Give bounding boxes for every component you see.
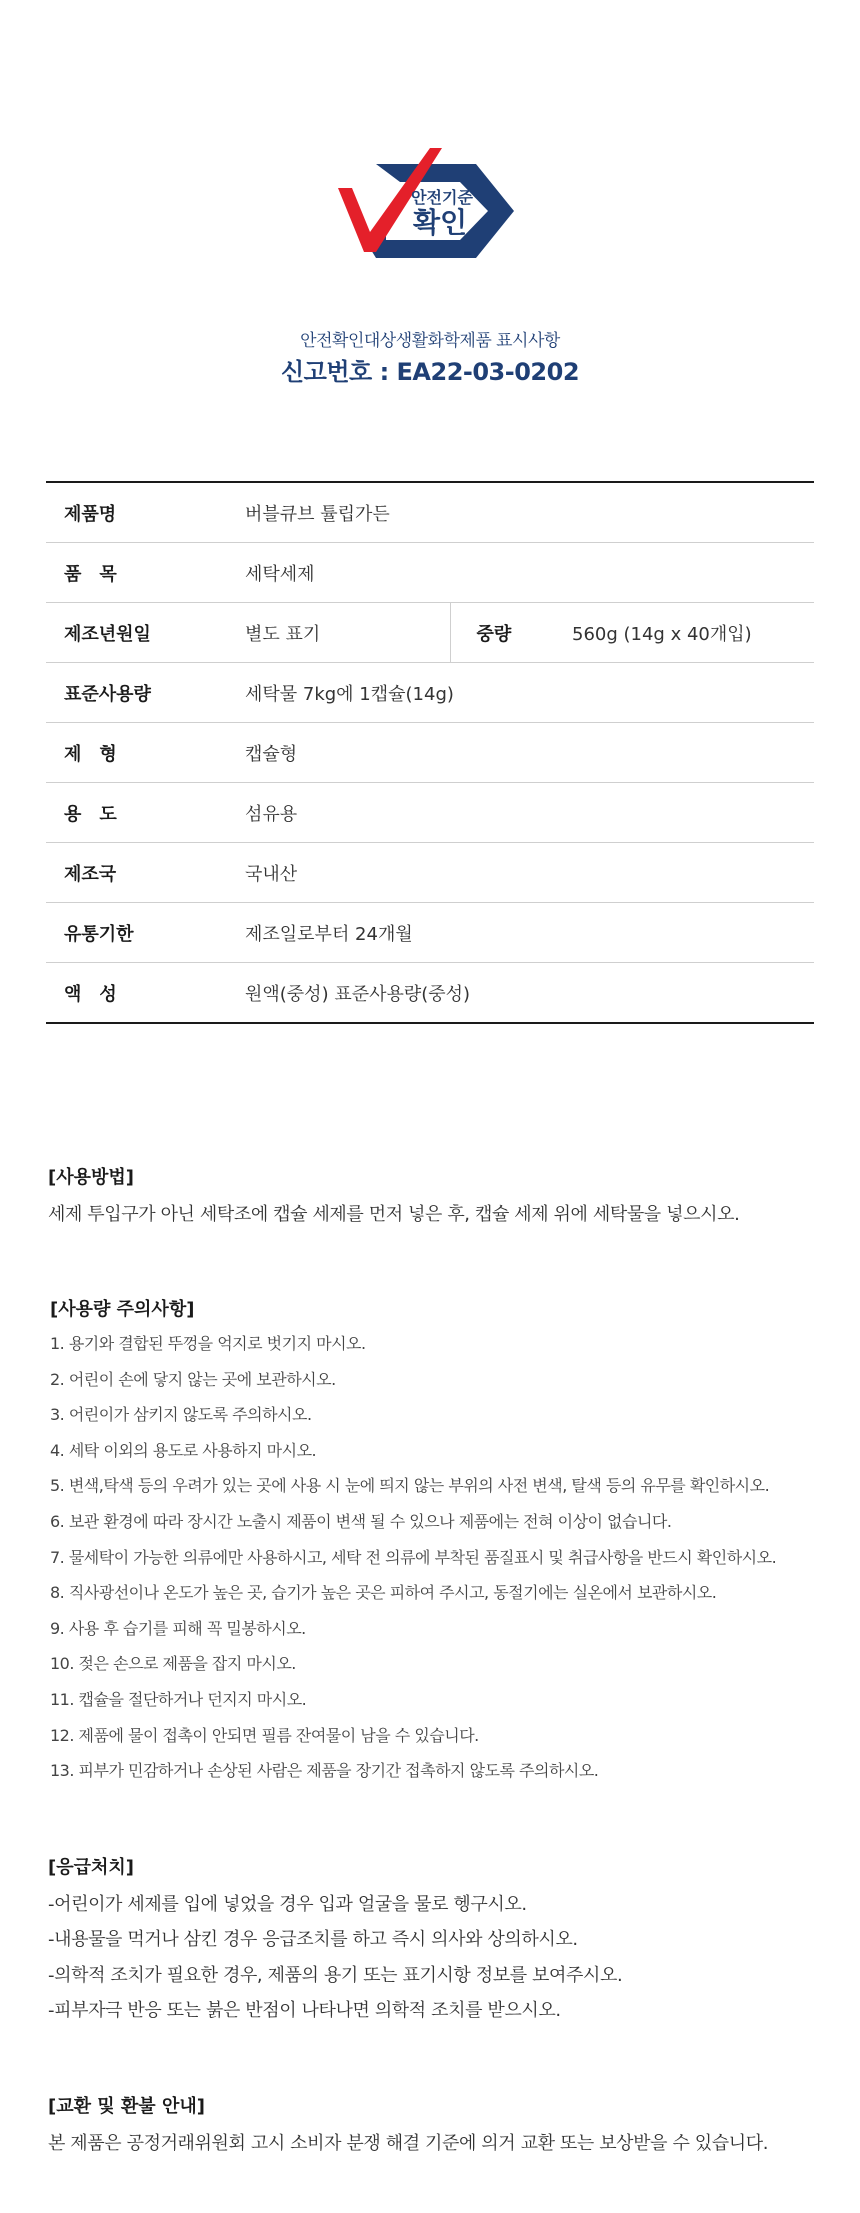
list-item: 11. 캡슐을 절단하거나 던지지 마시오. [50,1689,307,1709]
row-value: 섬유용 [245,783,814,843]
logo-text-line2: 확인 [412,206,468,239]
row-value: 원액(중성) 표준사용량(중성) [245,983,471,1005]
row-value: 버블큐브 튤립가든 [245,482,814,543]
first-aid-title: [응급처치] [48,1857,135,1878]
list-item: 6. 보관 환경에 따라 장시간 노출시 제품이 변색 될 수 있으나 제품에는 전혀 이상이 없습니다. [50,1511,672,1531]
table-row [46,723,814,783]
cautions-list [50,1331,776,1794]
list-item: 3. 어린이가 삼키지 않도록 주의하시오. [50,1405,312,1425]
row-label: 중량 [450,603,572,663]
list-item: -의학적 조치가 필요한 경우, 제품의 용기 또는 표기시항 정보를 보여주시오. [48,1964,623,1986]
table-row [46,543,814,603]
table-row [46,482,814,543]
list-item: 13. 피부가 민감하거나 손상된 사람은 제품을 장기간 접촉하지 않도록 주의하시오. [50,1761,599,1781]
table-row [46,603,814,663]
first-aid-list [48,1890,622,2031]
list-item: 1. 용기와 결합된 뚜껑을 억지로 벗기지 마시오. [50,1334,366,1353]
safety-check-logo [338,148,522,266]
row-label: 액 성 [64,983,117,1005]
table-row [46,903,814,963]
list-item: -내용물을 먹거나 삼킨 경우 응급조치를 하고 즉시 의사와 상의하시오. [48,1929,578,1951]
row-label: 표준사용량 [46,663,245,723]
row-label: 제품명 [46,482,245,543]
row-value: 560g (14g x 40개입) [572,603,814,663]
row-label: 유통기한 [46,903,245,963]
cautions-title: [사용량 주의사항] [50,1299,195,1320]
table-row [46,843,814,903]
table-row [46,963,814,1024]
row-value: 세탁세제 [245,543,814,603]
row-value: 제조일로부터 24개월 [245,903,814,963]
list-item: 7. 물세탁이 가능한 의류에만 사용하시고, 세탁 전 의류에 부착된 품질표시 및 취급사항을 반드시 확인하시오. [50,1547,777,1567]
row-value: 국내산 [245,843,814,903]
refund-title: [교환 및 환불 안내] [48,2096,205,2117]
row-value: 세탁물 7kg에 1캡슐(14g) [245,663,814,723]
usage-text: 세제 투입구가 아닌 세탁조에 캡슐 세제를 먼저 넣은 후, 캡슐 세제 위에 세탁물을 넣으시오. [48,1204,740,1225]
row-label: 제 형 [46,723,245,783]
list-item: -피부자극 반응 또는 붉은 반점이 나타나면 의학적 조치를 받으시오. [48,1999,561,2021]
list-item: 5. 변색,탁색 등의 우려가 있는 곳에 사용 시 눈에 띄지 않는 부위의 사전 변색, 탈색 등의 유무를 확인하시오. [50,1476,770,1496]
list-item: 8. 직사광선이나 온도가 높은 곳, 습기가 높은 곳은 피하여 주시고, 동절기에는 실온에서 보관하시오. [50,1583,717,1603]
row-label: 품 목 [46,543,245,603]
list-item: -어린이가 세제를 입에 넣었을 경우 입과 얼굴을 물로 헹구시오. [48,1894,527,1915]
row-label: 제조국 [46,843,245,903]
logo-text-line1: 안전기준 [411,188,473,207]
report-number: 신고번호 : EA22-03-0202 [280,358,580,386]
table-row [46,663,814,723]
table-row [46,783,814,843]
list-item: 2. 어린이 손에 닿지 않는 곳에 보관하시오. [50,1369,336,1389]
list-item: 10. 젖은 손으로 제품을 잡지 마시오. [50,1654,296,1674]
spec-table [46,481,814,1024]
list-item: 12. 제품에 물이 접촉이 안되면 필름 잔여물이 남을 수 있습니다. [50,1725,479,1745]
row-value: 별도 표기 [245,603,450,663]
label-subtitle: 안전확인대상생활화학제품 표시사항 [300,331,560,351]
list-item: 4. 세탁 이외의 용도로 사용하지 마시오. [50,1440,317,1460]
usage-title: [사용방법] [48,1167,135,1188]
row-value: 캡슐형 [245,723,814,783]
row-label: 용 도 [46,783,245,843]
refund-text: 본 제품은 공정거래위원회 고시 소비자 분쟁 해결 기준에 의거 교환 또는 보상받을 수 있습니다. [48,2133,769,2154]
list-item: 9. 사용 후 습기를 피해 꼭 밀봉하시오. [50,1618,306,1638]
row-label: 제조년원일 [46,603,245,663]
